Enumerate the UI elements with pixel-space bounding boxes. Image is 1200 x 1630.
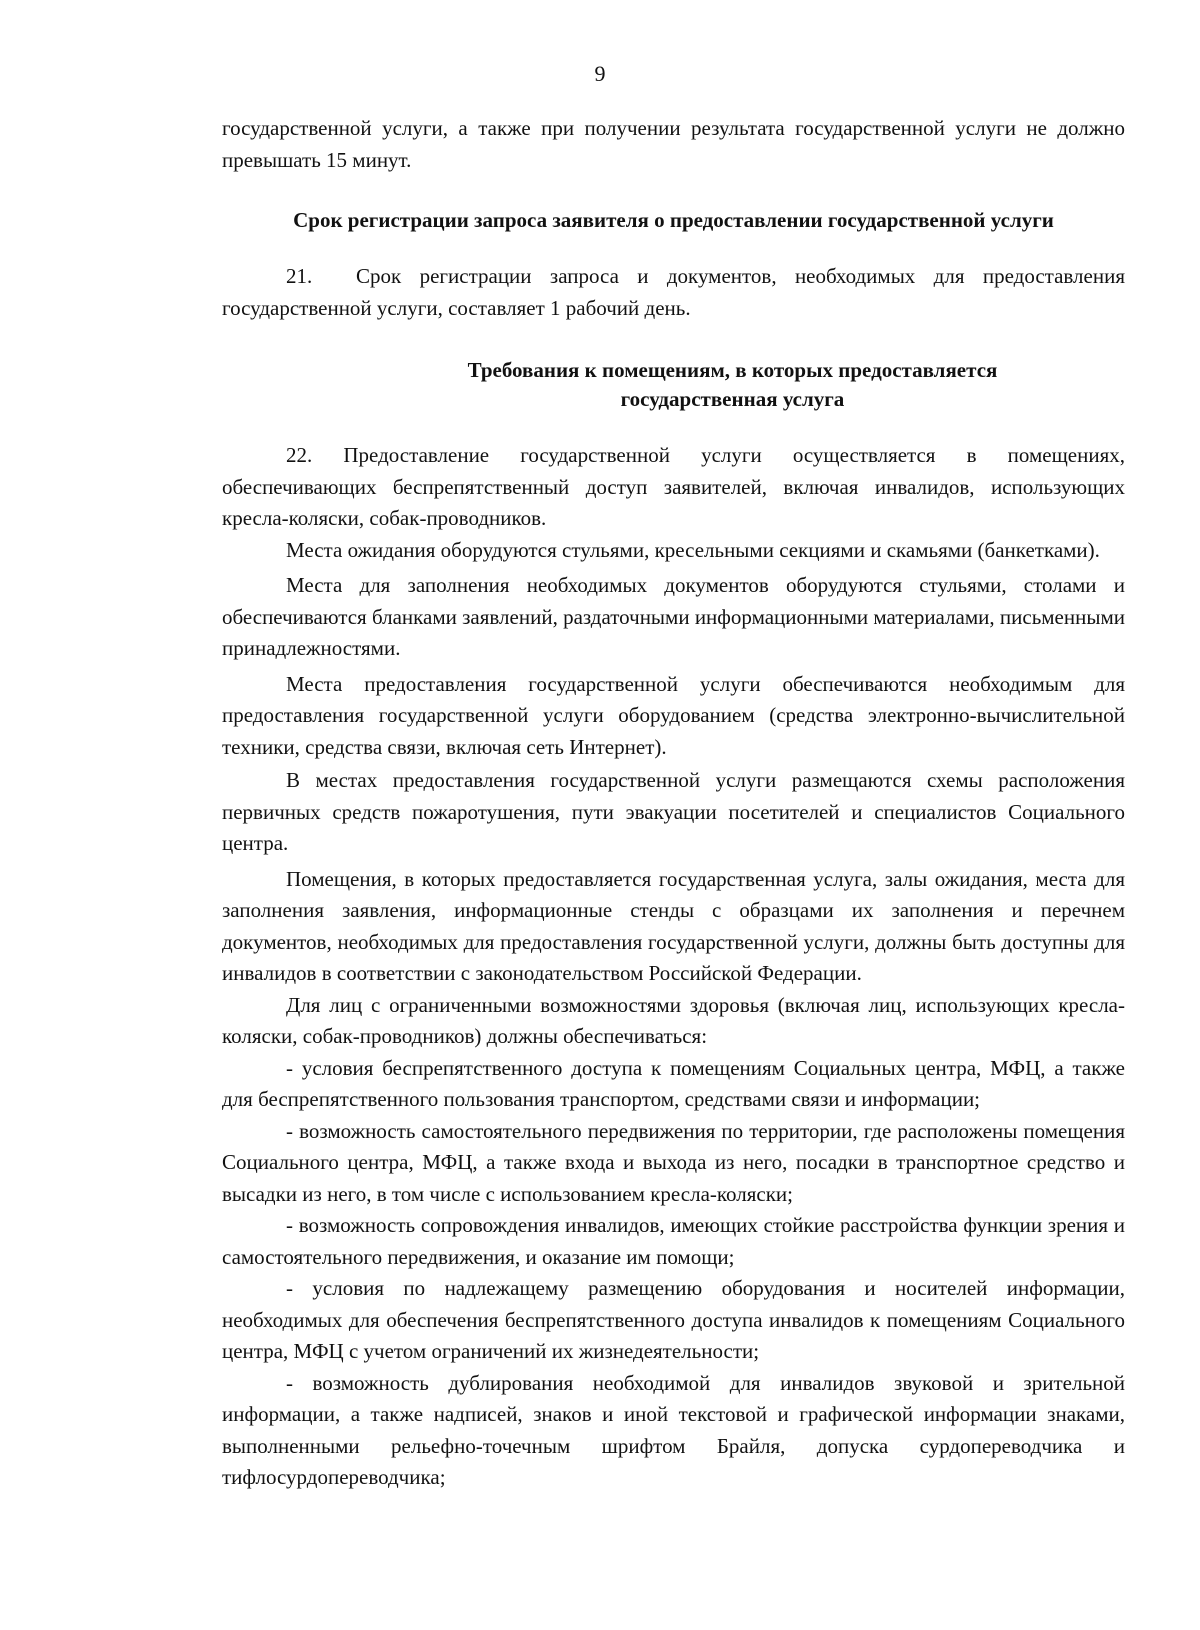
page-number: 9 [594, 61, 606, 86]
paragraph-filling-places: Места для заполнения необходимых документов оборудуются стульями, столами и обеспечиваются бланками заявлений, раздаточными информационными материалами, письменными принадлежностями. [222, 573, 1125, 660]
paragraph-21-number: 21. [286, 264, 313, 288]
section-heading-premises-line2: государственная услуга [620, 387, 845, 411]
document-body [222, 113, 1125, 1494]
paragraph-continuation: государственной услуги, а также при получении результата государственной услуги не должно превышать 15 минут. [222, 116, 1125, 172]
list-item-movement: - возможность самостоятельного передвижения по территории, где расположены помещения Социального центра, МФЦ, а также входа и выхода из него, посадки в транспортное средство и высадки из него, в том числе с использованием кресла-коляски; [222, 1118, 1125, 1206]
paragraph-21 [222, 261, 1125, 324]
list-item-information-duplication: - возможность дублирования необходимой для инвалидов звуковой и зрительной информации, а также надписей, знаков и иной текстовой и графической информации знаками, выполненными рельефно-точечным шрифтом Брайля, допуска сурдопереводчика и тифлосурдопереводчика; [222, 1370, 1125, 1489]
paragraph-accessibility: Помещения, в которых предоставляется государственная услуга, залы ожидания, места для заполнения заявления, информационные стенды с образцами их заполнения и перечнем документов, необходимых для предоставления государственной услуги, должны быть доступны для инвалидов в соответствии с законодательством Российской Федерации. [222, 866, 1125, 985]
paragraph-evacuation-schemes: В местах предоставления государственной услуги размещаются схемы расположения первичных средств пожаротушения, пути эвакуации посетителей и специалистов Социального центра. [222, 768, 1125, 855]
list-item-equipment-placement: - условия по надлежащему размещению оборудования и носителей информации, необходимых для обеспечения беспрепятственного доступа инвалидов к помещениям Социального центра, МФЦ с учетом ограничений их жизнедеятельности; [222, 1276, 1125, 1363]
list-item-access-conditions: - условия беспрепятственного доступа к помещениям Социальных центра, МФЦ, а также для беспрепятственного пользования транспортом, средствами связи и информации; [222, 1055, 1125, 1111]
section-heading-premises [222, 356, 1125, 414]
section-heading-premises-line1: Требования к помещениям, в которых предоставляется [467, 358, 998, 382]
section-heading-registration-term: Срок регистрации запроса заявителя о предоставлении государственной услуги [293, 208, 1054, 232]
paragraph-limited-mobility: Для лиц с ограниченными возможностями здоровья (включая лиц, использующих кресла-коляски, собак-проводников) должны обеспечиваться: [222, 992, 1125, 1048]
paragraph-22: 22. Предоставление государственной услуги осуществляется в помещениях, обеспечивающих беспрепятственный доступ заявителей, включая инвалидов, использующих кресла-коляски, собак-проводников. [222, 443, 1125, 530]
paragraph-21-text: Срок регистрации запроса и документов, необходимых для предоставления государственной услуги, составляет 1 рабочий день. [222, 264, 1125, 320]
list-item-escort: - возможность сопровождения инвалидов, имеющих стойкие расстройства функции зрения и самостоятельного передвижения, и оказание им помощи; [222, 1213, 1125, 1269]
paragraph-service-places: Места предоставления государственной услуги обеспечиваются необходимым для предоставления государственной услуги оборудованием (средства электронно-вычислительной техники, средства связи, включая сеть Интернет). [222, 671, 1125, 759]
paragraph-waiting-places: Места ожидания оборудуются стульями, кресельными секциями и скамьями (банкетками). [286, 537, 1100, 562]
